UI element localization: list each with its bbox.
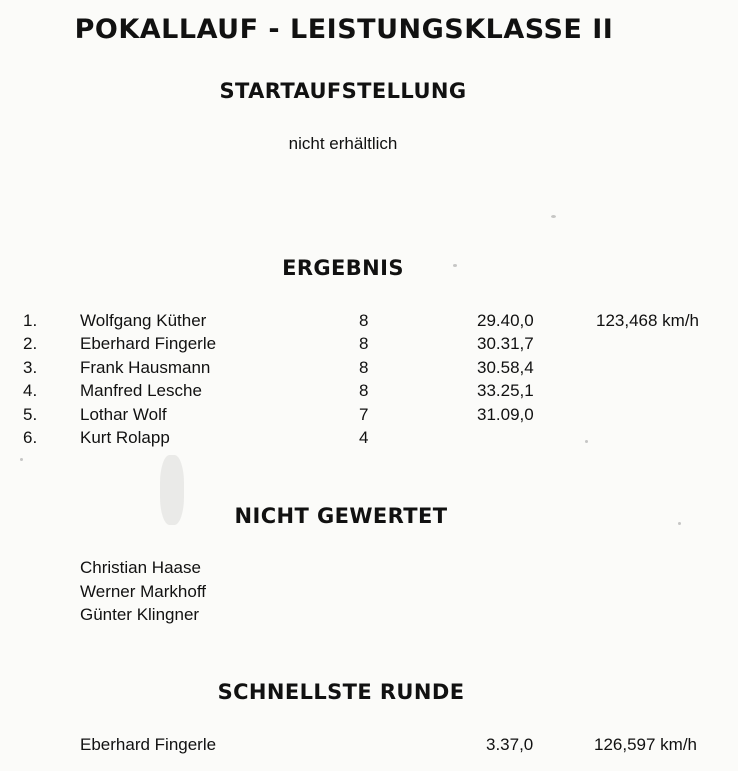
table-row [0,309,738,332]
section-heading-not-rated: NICHT GEWERTET [234,504,448,528]
table-row [0,403,738,426]
rank-cell: 3. [23,357,38,377]
rank-cell: 4. [23,381,38,401]
starting-grid-note: nicht erhältlich [288,134,398,153]
results-table [0,309,738,449]
driver-name-cell: Lothar Wolf [80,404,167,424]
table-row [0,426,738,449]
list-item: Werner Markhoff [80,581,206,601]
not-rated-list [80,556,206,627]
page-title: POKALLAUF - LEISTUNGSKLASSE II [74,14,614,45]
section-heading-results: ERGEBNIS [282,256,404,280]
laps-cell: 8 [359,357,369,377]
table-row [0,356,738,379]
fastest-lap-time: 3.37,0 [486,735,534,754]
speed-cell: 123,468 km/h [596,311,700,330]
section-heading-starting-grid: STARTAUFSTELLUNG [219,79,467,103]
rank-cell: 5. [23,404,38,424]
driver-name-cell: Frank Hausmann [80,357,211,377]
driver-name-cell: Wolfgang Küther [80,311,207,330]
time-cell: 33.25,1 [477,381,534,401]
list-item: Christian Haase [80,558,201,577]
fastest-lap-row [0,733,738,757]
driver-name-cell: Eberhard Fingerle [80,334,217,354]
fastest-lap-speed: 126,597 km/h [594,735,698,754]
laps-cell: 8 [359,334,369,354]
scan-speck [20,458,23,461]
list-item: Günter Klingner [80,605,200,624]
time-cell: 30.31,7 [477,334,534,354]
time-cell: 31.09,0 [477,404,534,424]
table-row [0,332,738,355]
scan-speck [551,215,556,218]
laps-cell: 8 [359,381,369,401]
rank-cell: 1. [23,311,38,330]
table-row [0,379,738,402]
laps-cell: 4 [359,427,369,447]
driver-name-cell: Manfred Lesche [80,381,202,401]
rank-cell: 6. [23,427,38,447]
driver-name-cell: Kurt Rolapp [80,427,170,447]
laps-cell: 8 [359,311,369,330]
time-cell: 29.40,0 [477,311,534,330]
laps-cell: 7 [359,404,369,424]
fastest-lap-driver: Eberhard Fingerle [80,735,217,754]
section-heading-fastest-lap: SCHNELLSTE RUNDE [217,680,465,704]
time-cell: 30.58,4 [477,357,534,377]
rank-cell: 2. [23,334,38,354]
